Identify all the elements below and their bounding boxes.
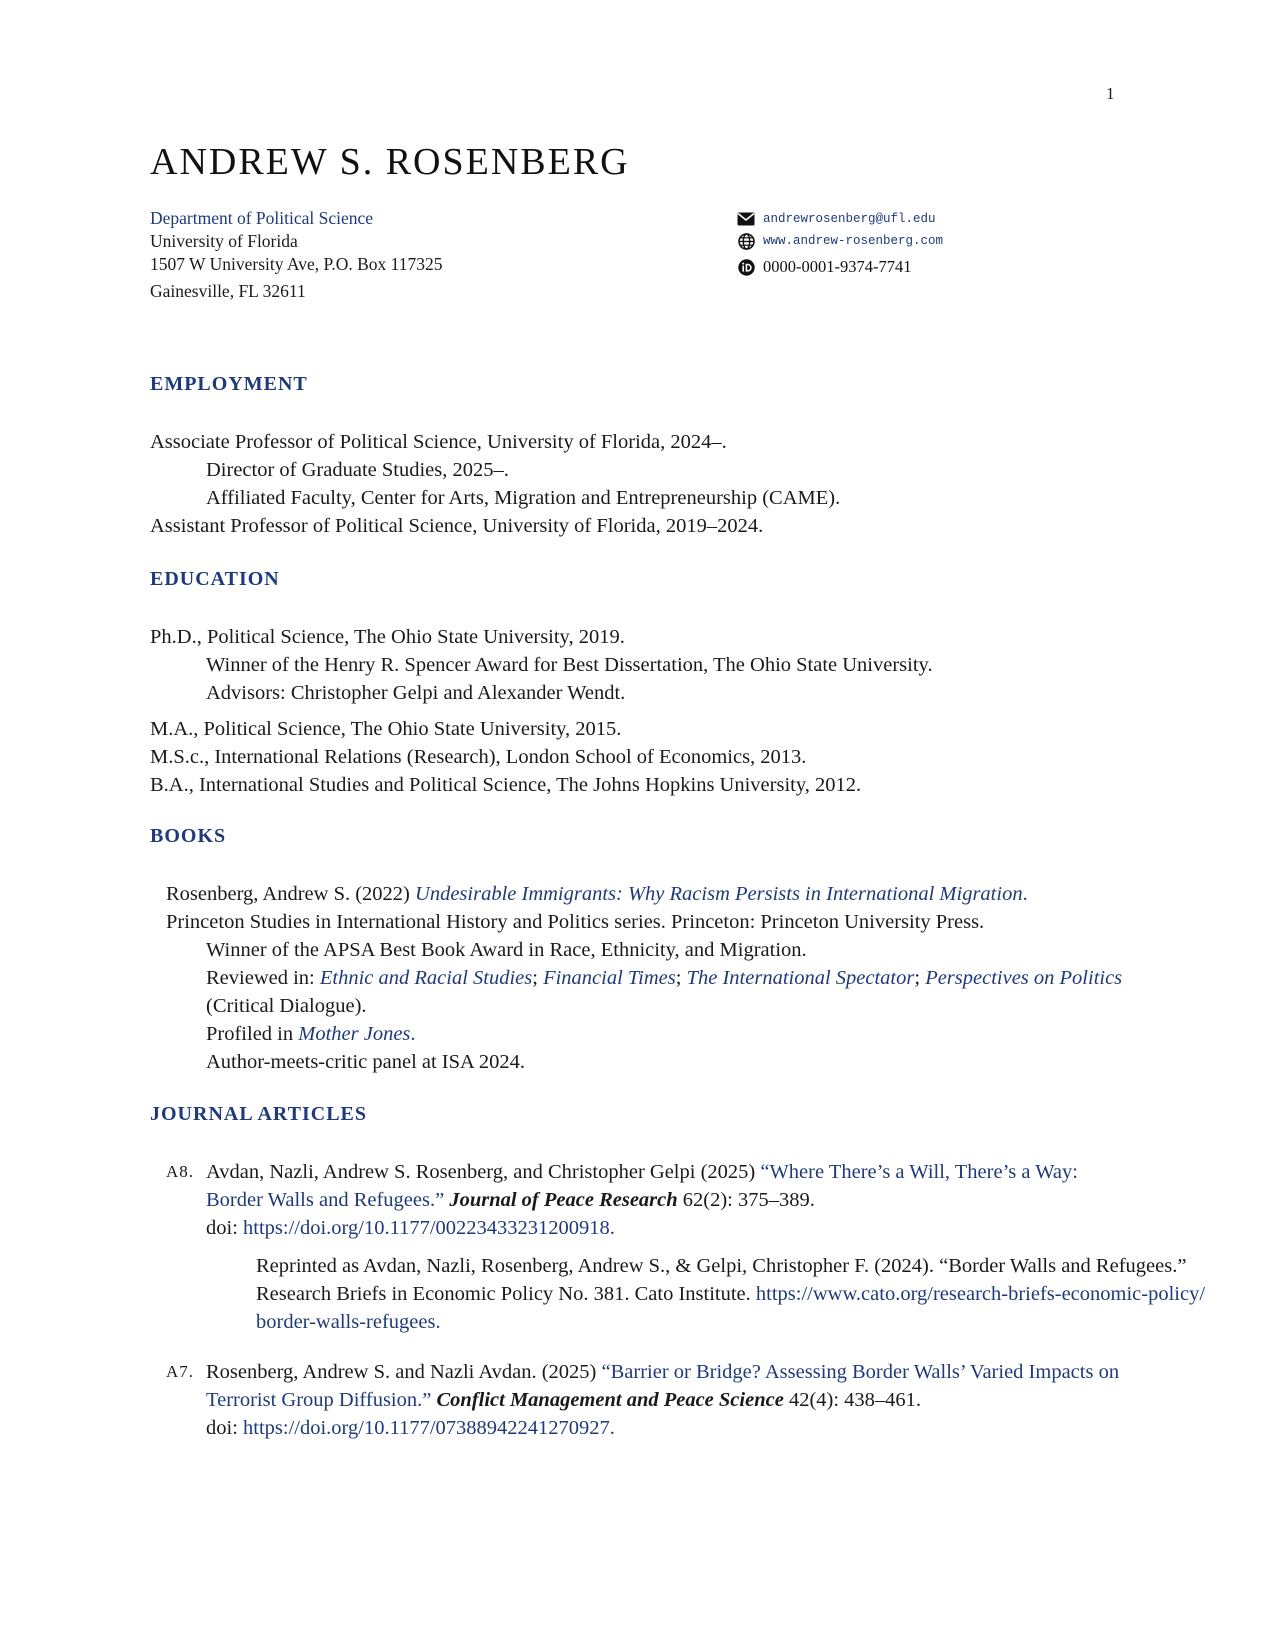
education-section xyxy=(150,565,1200,799)
university: University of Florida xyxy=(150,231,298,251)
book-panel: Author-meets-critic panel at ISA 2024. xyxy=(206,1051,525,1073)
orcid-id: 0000-0001-9374-7741 xyxy=(763,257,912,276)
article-entry: A7. Rosenberg, Andrew S. and Nazli Avdan. (2025) “Barrier or Bridge? Assessing Border Walls’ Varied Impacts on Terrorist Group Diffusion.” Conflict Management and Peace Science 42(4): 438–461. doi: https://doi.org/10.1177/07388942241270927. xyxy=(150,1358,1126,1442)
doi-label: doi: xyxy=(206,1417,244,1439)
doi-link[interactable]: https://doi.org/10.1177/07388942241270927 xyxy=(243,1417,610,1439)
book-citation: Rosenberg, Andrew S. (2022) Undesirable Immigrants: Why Racism Persists in International Migration. Princeton Studies in International History and Politics series. Princeton: Princeton University Press. xyxy=(150,880,1200,936)
profile-link[interactable]: Mother Jones xyxy=(298,1023,411,1045)
review-link[interactable]: Ethnic and Racial Studies xyxy=(319,967,533,989)
education-note: Advisors: Christopher Gelpi and Alexander Wendt. xyxy=(206,682,626,704)
education-entry: M.S.c., International Relations (Research), London School of Economics, 2013. xyxy=(150,746,807,768)
book-title-link[interactable]: Undesirable Immigrants: Why Racism Persists in International Migration xyxy=(415,883,1023,905)
education-entry: M.A., Political Science, The Ohio State University, 2015. xyxy=(150,718,622,740)
review-link[interactable]: Perspectives on Politics xyxy=(925,967,1123,989)
email-link[interactable]: andrewrosenberg@ufl.edu xyxy=(763,212,936,226)
book-author-year: Rosenberg, Andrew S. (2022) xyxy=(166,883,416,905)
author-name: ANDREW S. ROSENBERG xyxy=(150,141,630,183)
article-label: A8. xyxy=(166,1162,195,1181)
globe-icon xyxy=(737,232,755,250)
books-heading: BOOKS xyxy=(150,825,227,847)
contact-block xyxy=(737,208,943,278)
article-volume: 42(4): 438–461. xyxy=(783,1389,922,1411)
employment-heading: EMPLOYMENT xyxy=(150,373,308,395)
article-journal: Journal of Peace Research xyxy=(449,1189,678,1211)
article-authors: Rosenberg, Andrew S. and Nazli Avdan. (2025) xyxy=(206,1361,602,1383)
journal-articles-heading: JOURNAL ARTICLES xyxy=(150,1103,368,1125)
street-address: 1507 W University Ave, P.O. Box 117325 xyxy=(150,254,443,274)
article-title-link[interactable]: “Where There’s a Will, There’s a Way: Border Walls and Refugees.” xyxy=(206,1161,1078,1211)
education-entry: B.A., International Studies and Political Science, The Johns Hopkins University, 2012. xyxy=(150,774,862,796)
book-notes xyxy=(150,936,1136,1076)
postal-address xyxy=(150,207,442,303)
email-row xyxy=(737,208,943,230)
website-row xyxy=(737,230,943,252)
article-reprint: Reprinted as Avdan, Nazli, Rosenberg, Andrew S., & Gelpi, Christopher F. (2024). “Border Walls and Refugees.” Research Briefs in Economic Policy No. 381. Cato Institute. https://www.cato.org/research-briefs-economic-policy/border-walls-refugees. xyxy=(256,1255,1206,1333)
article-entry: A8. Avdan, Nazli, Andrew S. Rosenberg, and Christopher Gelpi (2025) “Where There’s a Will, There’s a Way: Border Walls and Refugees.” Journal of Peace Research 62(2): 375–389. doi: https://doi.org/10.1177/00223433231200918. xyxy=(150,1158,1126,1242)
education-note: Winner of the Henry R. Spencer Award for Best Dissertation, The Ohio State University. xyxy=(206,654,933,676)
article-title-link[interactable]: “Barrier or Bridge? Assessing Border Walls’ Varied Impacts on Terrorist Group Diffusion.” xyxy=(206,1361,1120,1411)
education-heading: EDUCATION xyxy=(150,568,280,590)
article-journal: Conflict Management and Peace Science xyxy=(436,1389,784,1411)
article-authors: Avdan, Nazli, Andrew S. Rosenberg, and Christopher Gelpi (2025) xyxy=(206,1161,761,1183)
employment-entry: Associate Professor of Political Science, University of Florida, 2024–. xyxy=(150,431,727,453)
book-award: Winner of the APSA Best Book Award in Race, Ethnicity, and Migration. xyxy=(206,939,807,961)
education-entry: Ph.D., Political Science, The Ohio State University, 2019. xyxy=(150,626,625,648)
orcid-row xyxy=(737,256,943,278)
employment-entry: Director of Graduate Studies, 2025–. xyxy=(206,459,509,481)
book-series: Princeton Studies in International History and Politics series. Princeton: Princeton University Press. xyxy=(166,911,985,933)
reprint-link[interactable]: https://www.cato.org/research-briefs-economic-policy/border-walls-refugees xyxy=(256,1283,1206,1333)
review-link[interactable]: The International Spectator xyxy=(686,967,915,989)
doi-label: doi: xyxy=(206,1217,244,1239)
envelope-icon xyxy=(737,210,755,228)
page-number: 1 xyxy=(1106,84,1115,103)
department-link[interactable]: Department of Political Science xyxy=(150,208,374,228)
employment-entry: Assistant Professor of Political Science, University of Florida, 2019–2024. xyxy=(150,515,764,537)
city-state: Gainesville, FL 32611 xyxy=(150,281,306,301)
employment-entry: Affiliated Faculty, Center for Arts, Migration and Entrepreneurship (CAME). xyxy=(206,487,841,509)
book-profile: Profiled in Mother Jones. xyxy=(206,1023,416,1045)
orcid-icon xyxy=(737,258,755,276)
journal-articles-section xyxy=(150,1100,1206,1442)
employment-section xyxy=(150,370,1200,540)
doi-link[interactable]: https://doi.org/10.1177/00223433231200918 xyxy=(243,1217,610,1239)
website-link[interactable]: www.andrew-rosenberg.com xyxy=(763,234,944,248)
books-section xyxy=(150,822,1200,1076)
review-link[interactable]: Financial Times xyxy=(543,967,676,989)
reprint-text: Reprinted as Avdan, Nazli, Rosenberg, Andrew S., & Gelpi, Christopher F. (2024). “Border Walls and Refugees.” Research Briefs in Economic Policy No. 381. Cato Institute. xyxy=(256,1255,1187,1305)
article-volume: 62(2): 375–389. xyxy=(677,1189,815,1211)
article-label: A7. xyxy=(166,1362,195,1381)
book-reviews: Reviewed in: Ethnic and Racial Studies; Financial Times; The International Spectator; Perspectives on Politics (Critical Dialogue). xyxy=(206,967,1123,1017)
